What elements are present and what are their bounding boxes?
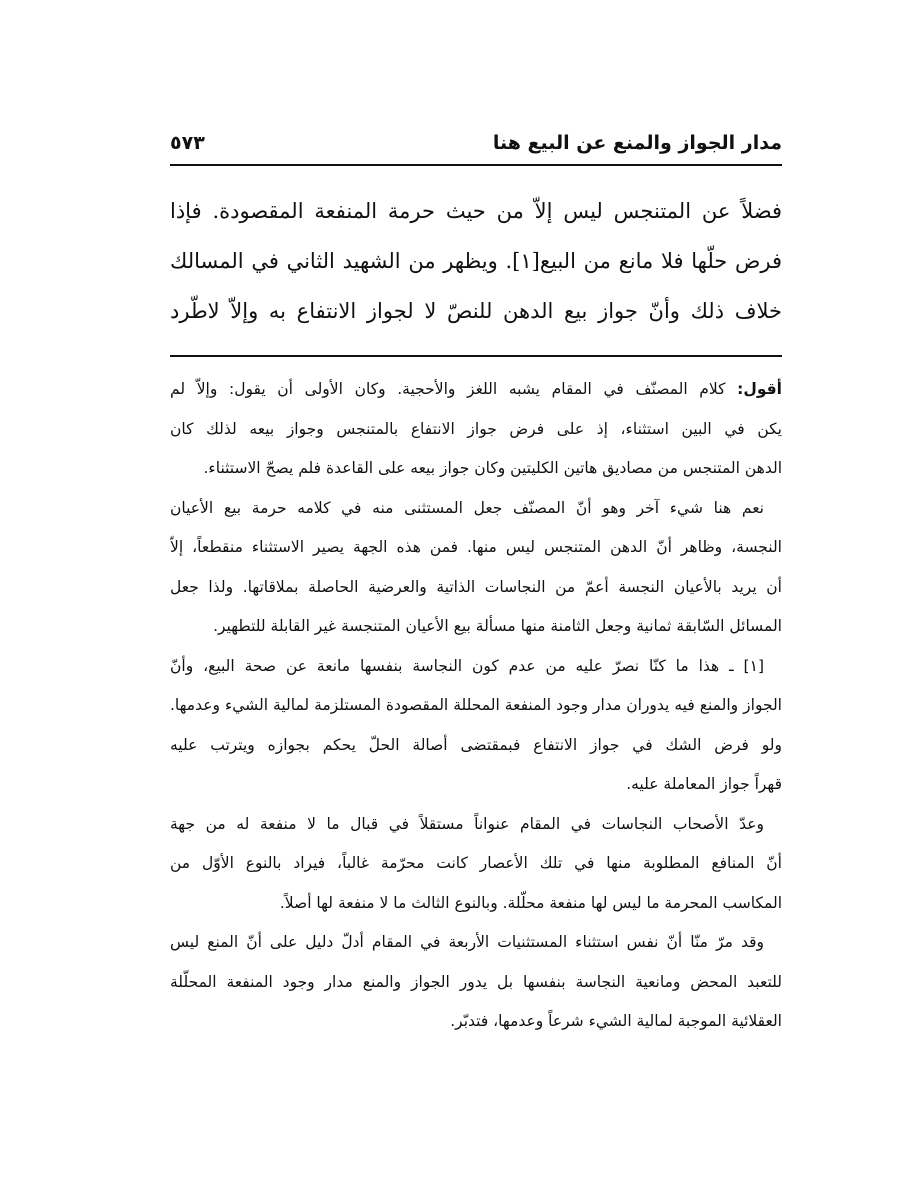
footnote-text: وقد مرّ منّا أنّ نفس استثناء المستثنيات الأربعة في المقام أدلّ دليل على أنّ المنع ليس bbox=[170, 933, 764, 951]
header-rule bbox=[170, 164, 782, 166]
footnote-text: المكاسب المحرمة ما ليس لها منفعة محلّلة. وبالنوع الثالث ما لا منفعة لها أصلاً. bbox=[279, 893, 782, 912]
footnote-line bbox=[170, 686, 782, 726]
footnote-line bbox=[170, 647, 782, 687]
page-header bbox=[170, 126, 782, 166]
footnote-text: نعم هنا شيء آخر وهو أنّ المصنّف جعل المستثنى منه في كلامه حرمة بيع الأعيان bbox=[170, 498, 764, 517]
footnote-text: المسائل السّابقة ثمانية وجعل الثامنة منها مسألة بيع الأعيان المتنجسة غير القابلة للتطهير. bbox=[213, 617, 782, 635]
footnote-text: ـ هذا ما كنّا نصرّ عليه من عدم كون النجاسة بنفسها مانعة عن صحة البيع، وأنّ bbox=[170, 656, 744, 675]
footnote-line bbox=[170, 410, 782, 450]
page-number: ٥٧٣ bbox=[170, 132, 205, 154]
footnote-text: كلام المصنّف في المقام يشبه اللغز والأحجية. وكان الأولى أن يقول: وإلاّ لم bbox=[170, 380, 738, 398]
footnote-text: يكن في البين استثناء، إذ على فرض جواز الانتفاع بالمتنجس وجواز بيعه لذلك كان bbox=[170, 419, 782, 438]
footnote-text: العقلائية الموجبة لمالية الشيء شرعاً وعدمها، فتدبّر. bbox=[450, 1012, 782, 1030]
footnote-line bbox=[170, 726, 782, 766]
footnote-lead: أقول: bbox=[737, 380, 782, 398]
main-text-line: فرض حلّها فلا مانع من البيع[١]. ويظهر من الشهيد الثاني في المسالك bbox=[170, 249, 782, 273]
footnote-line bbox=[170, 765, 782, 805]
footnote-line bbox=[170, 449, 782, 489]
footnote-text: أنّ المنافع المطلوبة منها في تلك الأعصار كانت محرّمة غالباً، فيراد بالنوع الأوّل من bbox=[170, 854, 782, 872]
footnote-line bbox=[170, 805, 782, 845]
footnote-text: قهراً جواز المعاملة عليه. bbox=[626, 775, 782, 793]
footnote-text: الدهن المتنجس من مصاديق هاتين الكليتين وكان جواز بيعه على القاعدة فلم يصحّ الاستثناء. bbox=[203, 459, 782, 477]
footnote-line bbox=[170, 884, 782, 924]
footnote-text: الجواز والمنع فيه يدوران مدار وجود المنفعة المحللة المقصودة المستلزمة لمالية الشيء وعدمها. bbox=[170, 696, 782, 714]
main-text-line: خلاف ذلك وأنّ جواز بيع الدهن للنصّ لا لجواز الانتفاع به وإلاّ لاطّرد bbox=[170, 299, 782, 323]
main-text-line: فضلاً عن المتنجس ليس إلاّ من حيث حرمة المنفعة المقصودة. فإذا bbox=[170, 199, 782, 223]
footnote-text: للتعبد المحض ومانعية النجاسة بنفسها بل يدور الجواز والمنع مدار وجود المنفعة المحلّلة bbox=[170, 972, 782, 991]
footnote-text: أن يريد بالأعيان النجسة أعمّ من النجاسات الذاتية والعرضية الحاصلة بملاقاتها. ولذا جعل bbox=[170, 577, 782, 596]
footnote-line bbox=[170, 844, 782, 884]
footnote-marker: [١] bbox=[743, 656, 764, 675]
footnotes bbox=[170, 370, 782, 1042]
footnote-line bbox=[170, 528, 782, 568]
footnote-line bbox=[170, 607, 782, 647]
footnote-text: ولو فرض الشك في جواز الانتفاع فبمقتضى أصالة الحلّ يحكم بجوازه ويترتب عليه bbox=[170, 735, 782, 754]
main-text bbox=[170, 186, 782, 336]
footnote-line bbox=[170, 923, 782, 963]
footnote-line bbox=[170, 1002, 782, 1042]
footnote-line bbox=[170, 568, 782, 608]
footnote-text: النجسة، وظاهر أنّ الدهن المتنجس ليس منها. فمن هذه الجهة يصير الاستثناء منقطعاً، إلاّ bbox=[170, 538, 782, 556]
footnote-line bbox=[170, 489, 782, 529]
footnote-line bbox=[170, 370, 782, 410]
footnote-separator bbox=[170, 355, 782, 357]
footnote-line bbox=[170, 963, 782, 1003]
footnote-text: وعدّ الأصحاب النجاسات في المقام عنواناً مستقلاً في قبال ما لا منفعة له من جهة bbox=[170, 814, 764, 833]
running-title: مدار الجواز والمنع عن البيع هنا bbox=[492, 132, 782, 154]
